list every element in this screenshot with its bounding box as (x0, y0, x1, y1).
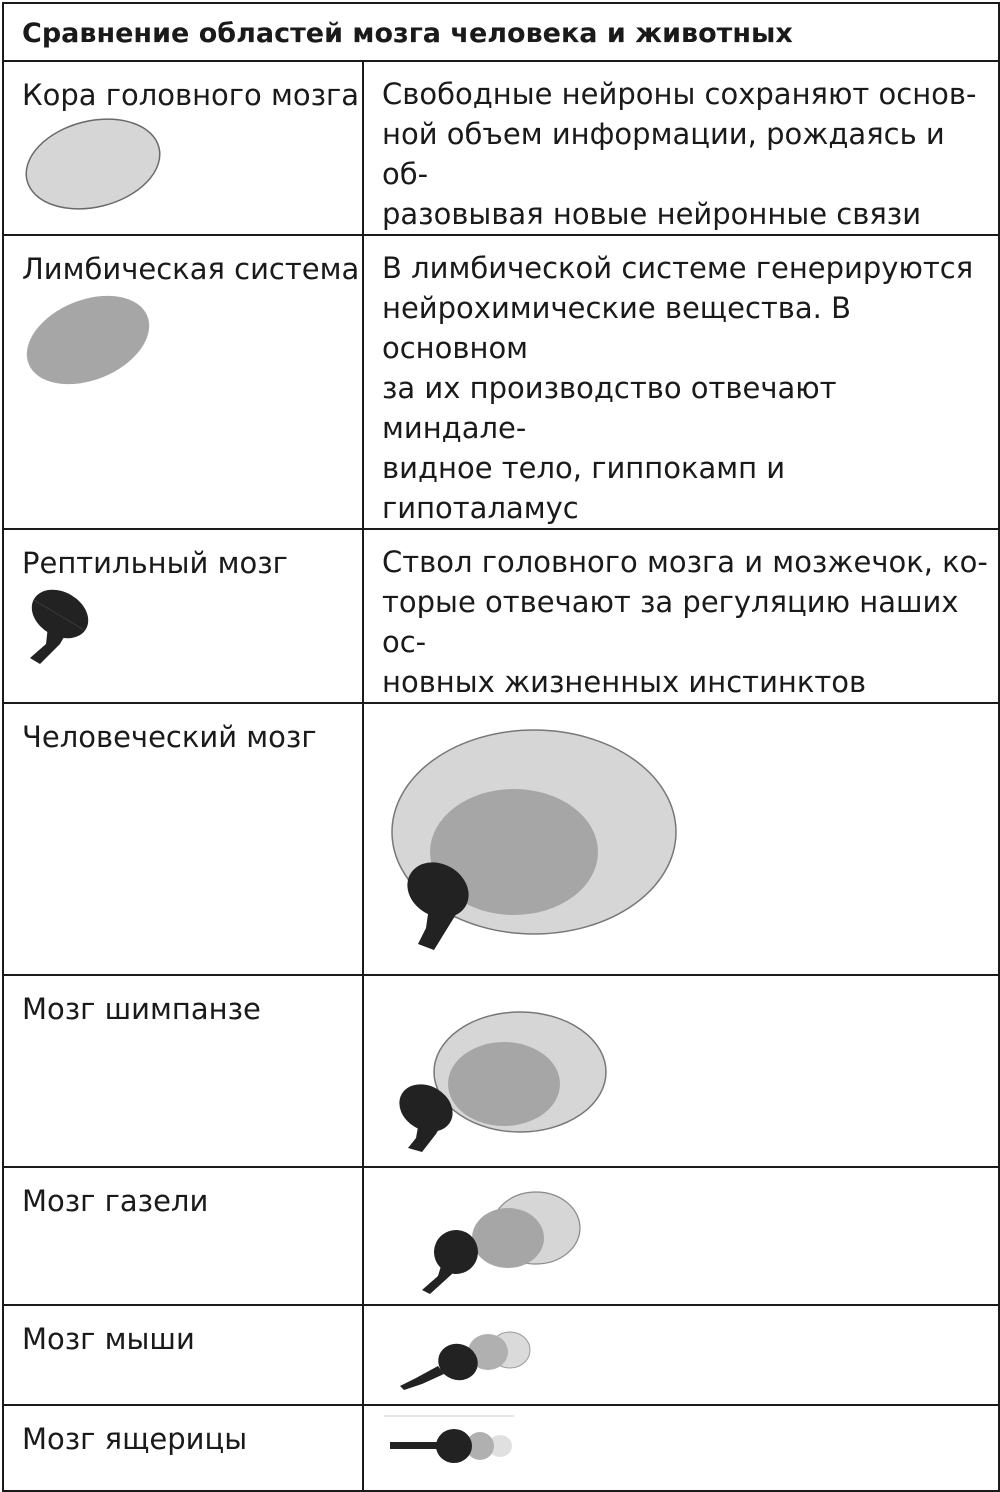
row-label: Мозг мыши (22, 1322, 195, 1356)
row-label-cell (3, 703, 363, 975)
row-description: В лимбической системе генерируются нейрохимические вещества. В основном за их производство отвечают миндале- видное тело, гиппокамп и гипоталамус (382, 251, 974, 525)
gazelle-brain-diagram (400, 1180, 600, 1310)
table-row (3, 1167, 999, 1305)
table-row (3, 61, 999, 235)
table-row (3, 235, 999, 529)
table-row (3, 529, 999, 703)
table-row (3, 1305, 999, 1405)
reptilian-brain-icon (26, 586, 106, 666)
row-label-cell (3, 1405, 363, 1491)
diagram-cell (363, 975, 999, 1167)
table-row (3, 703, 999, 975)
row-label-cell (3, 1305, 363, 1405)
diagram-cell (363, 703, 999, 975)
lizard-brain-diagram (384, 1412, 544, 1482)
row-label: Рептильный мозг (22, 546, 288, 580)
table-title: Сравнение областей мозга человека и животных (3, 3, 999, 61)
diagram-cell (363, 1167, 999, 1305)
row-label-cell (3, 235, 363, 529)
human-brain-diagram (378, 704, 698, 964)
row-label-cell (3, 1167, 363, 1305)
row-label: Мозг ящерицы (22, 1422, 248, 1456)
row-description: Свободные нейроны сохраняют основ- ной объем информации, рождаясь и об- разовывая новые нейронные связи (382, 77, 977, 231)
limbic-ellipse-icon (22, 294, 172, 394)
row-label-cell (3, 61, 363, 235)
mouse-brain-diagram (386, 1310, 566, 1400)
row-label-cell (3, 975, 363, 1167)
row-label: Мозг газели (22, 1184, 209, 1218)
row-label: Кора головного мозга (22, 78, 360, 112)
diagram-cell (363, 1305, 999, 1405)
table-row (3, 975, 999, 1167)
row-label: Человеческий мозг (22, 720, 317, 754)
table-row (3, 1405, 999, 1491)
brain-comparison-table (2, 2, 1000, 1492)
row-label-cell (3, 529, 363, 703)
row-label: Мозг шимпанзе (22, 992, 261, 1026)
row-description: Ствол головного мозга и мозжечок, ко- торые отвечают за регуляцию наших ос- новных жизненных инстинктов (382, 545, 988, 699)
cortex-ellipse-icon (18, 114, 168, 214)
chimpanzee-brain-diagram (394, 996, 634, 1176)
diagram-cell (363, 1405, 999, 1491)
row-label: Лимбическая система (22, 252, 360, 286)
